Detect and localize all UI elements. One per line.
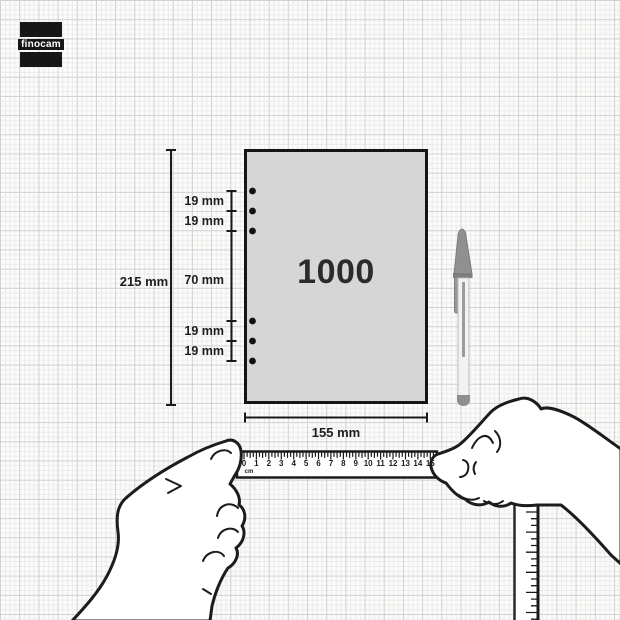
hole-spacing-label: 19 mm <box>184 344 224 358</box>
width-dimension-line <box>245 413 427 423</box>
brand-logo-band <box>20 52 62 67</box>
ruler-unit-label: cm <box>244 469 254 475</box>
ruler-number: 13 <box>401 459 410 468</box>
punch-hole <box>249 358 256 365</box>
ruler-number: 10 <box>363 459 373 468</box>
hole-spacing-label: 19 mm <box>184 214 224 228</box>
vertical-ruler-body <box>515 500 538 620</box>
pen-cap <box>454 229 472 274</box>
hole-spacing-label: 19 mm <box>184 194 224 208</box>
ruler-number: 9 <box>353 459 358 468</box>
punch-hole <box>249 318 256 325</box>
hole-spacing-dimension-line <box>227 191 237 361</box>
ruler-number: 4 <box>291 459 296 468</box>
ruler-number: 0 <box>241 459 247 468</box>
center-spacing-label: 70 mm <box>184 273 224 287</box>
punch-hole <box>249 338 256 345</box>
pen-tip <box>457 395 470 406</box>
width-dimension-label: 155 mm <box>311 425 361 440</box>
page-insert-number: 1000 <box>297 253 375 291</box>
left-hand-illustration <box>72 440 245 620</box>
ruler-number: 11 <box>376 459 385 468</box>
ruler-number: 12 <box>388 459 398 468</box>
left-hand-outline <box>72 440 245 620</box>
ruler-number: 7 <box>328 459 334 468</box>
ruler-number: 3 <box>279 459 284 468</box>
brand-logo-band <box>20 22 62 37</box>
ruler-number: 8 <box>341 459 346 468</box>
vertical-ruler <box>515 498 539 620</box>
punch-hole <box>249 228 256 235</box>
height-dimension-label: 215 mm <box>119 274 169 289</box>
brand-logo <box>18 22 64 67</box>
ruler-number: 15 <box>425 459 435 468</box>
brand-logo-text: finocam <box>21 38 61 50</box>
ruler-number: 6 <box>316 459 321 468</box>
ruler-number: 5 <box>303 459 309 468</box>
ruler-number: 1 <box>254 459 259 468</box>
brand-logo-band <box>18 39 64 50</box>
punch-hole <box>249 208 256 215</box>
ruler-number: 14 <box>413 459 423 468</box>
ruler-number: 2 <box>266 459 272 468</box>
punch-hole <box>249 188 256 195</box>
hole-spacing-label: 19 mm <box>184 324 224 338</box>
ballpoint-pen-illustration <box>453 229 473 406</box>
